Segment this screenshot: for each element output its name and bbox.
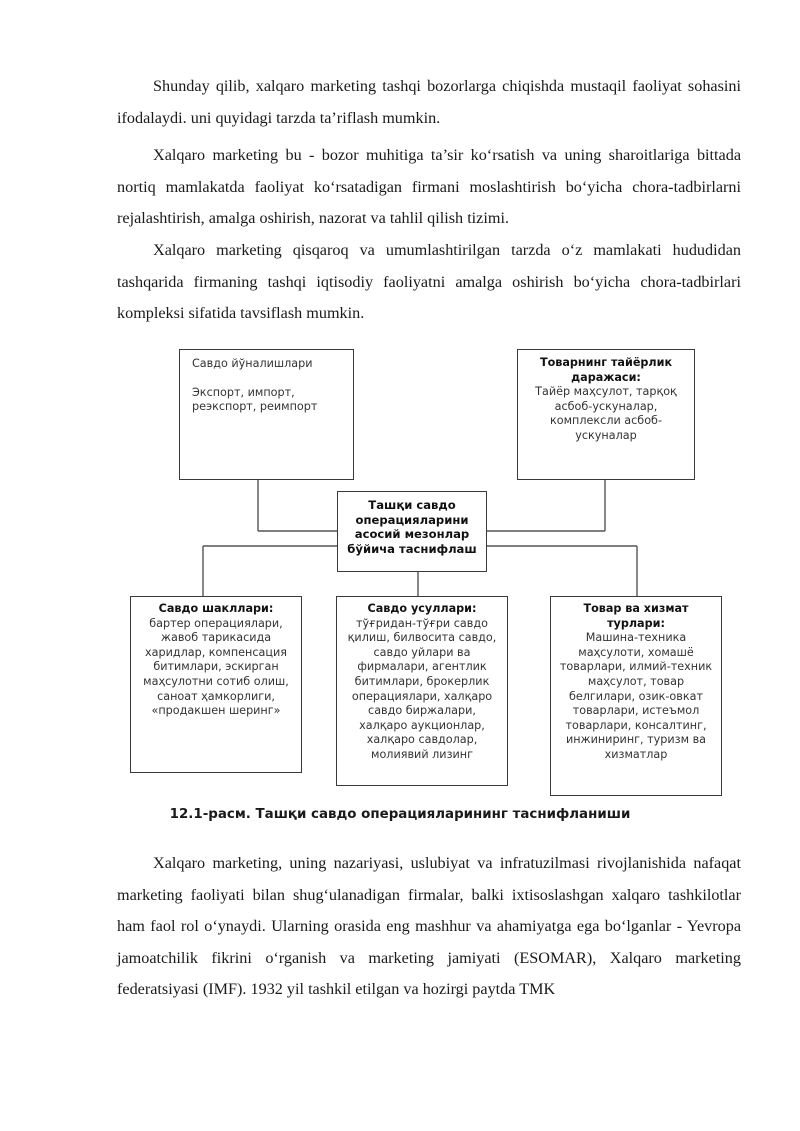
paragraph-1: Shunday qilib, xalqaro marketing tashqi bozorlarga chiqishda mustaqil faoliyat sohasini ifodalaydi. uni quyidagi tarzda ta’riflash mumkin. <box>117 77 741 127</box>
trade-forms-title: Савдо шакллари: <box>158 602 274 615</box>
goods-services-box <box>550 596 722 796</box>
trade-directions-title: Савдо йўналишлари <box>192 357 313 370</box>
trade-methods-title: Савдо усуллари: <box>367 602 477 615</box>
paragraph-3: Xalqaro marketing qisqaroq va umumlashtirilgan tarzda o‘z mamlakati hududidan tashqarida firmaning tashqi iqtisodiy faoliyatni amalga oshirish bo‘yicha chora-tadbirlari kompleksi sifatida tavsiflash mumkin. <box>117 241 741 322</box>
product-readiness-title: Товарнинг тайёрлик даражаси: <box>539 356 673 384</box>
goods-services-title: Товар ва хизмат турлари: <box>583 602 689 630</box>
central-classification-box <box>337 491 487 572</box>
goods-services-body: Машина-техника маҳсулоти, хомашё товарлари, илмий-техник маҳсулот, товар белгилари, озик-овкат товарлари, истеъмол товарлари, консалтинг, инжиниринг, туризм ва хизматлар <box>559 631 713 761</box>
product-readiness-body: Тайёр маҳсулот, тарқоқ асбоб-ускуналар, комплексли асбоб-ускуналар <box>535 385 677 442</box>
trade-methods-box <box>336 596 508 786</box>
figure-caption: 12.1-расм. Ташқи савдо операцияларининг таснифланиши <box>169 807 631 822</box>
trade-forms-body: бартер операциялари, жавоб тарикасида харидлар, компенсация битимлари, эскирган маҳсулотни сотиб олиш, саноат ҳамкорлиги, «продакшен шеринг» <box>143 616 289 718</box>
central-classification-title: Ташқи савдо операцияларини асосий мезонлар бўйича таснифлаш <box>347 498 477 556</box>
trade-directions-box <box>179 349 354 480</box>
trade-forms-box <box>130 596 302 773</box>
paragraph-4: Xalqaro marketing, uning nazariyasi, uslubiyat va infratuzilmasi rivojlanishida nafaqat marketing faoliyati bilan shug‘ulanadigan firmalar, balki ixtisoslashgan xalqaro tashkilotlar ham faol rol o‘ynaydi. Ularning orasida eng mashhur va ahamiyatga ega bo‘lganlar - Yevropa jamoatchilik fikrini o‘rganish va marketing jamiyati (ESOMAR), Xalqaro marketing federatsiyasi (IMF). 1932 yil tashkil etilgan va hozirgi paytda TMK <box>117 854 741 998</box>
trade-methods-body: тўғридан-тўғри савдо қилиш, билвосита савдо, савдо уйлари ва фирмалари, агентлик битимлари, брокерлик операциялари, халқаро савдо биржалари, халқаро аукционлар, халқаро савдолар, молиявий лизинг <box>347 616 497 761</box>
trade-directions-body: Экспорт, импорт, реэкспорт, реимпорт <box>192 385 318 414</box>
paragraph-2: Xalqaro marketing bu - bozor muhitiga ta’sir ko‘rsatish va uning sharoitlariga bittada nortiq mamlakatda faoliyat ko‘rsatadigan firmani moslashtirish bo‘yicha chora-tadbirlarni rejalashtirish, amalga oshirish, nazorat va tahlil qilish tizimi. <box>117 146 741 227</box>
product-readiness-box <box>517 349 695 480</box>
